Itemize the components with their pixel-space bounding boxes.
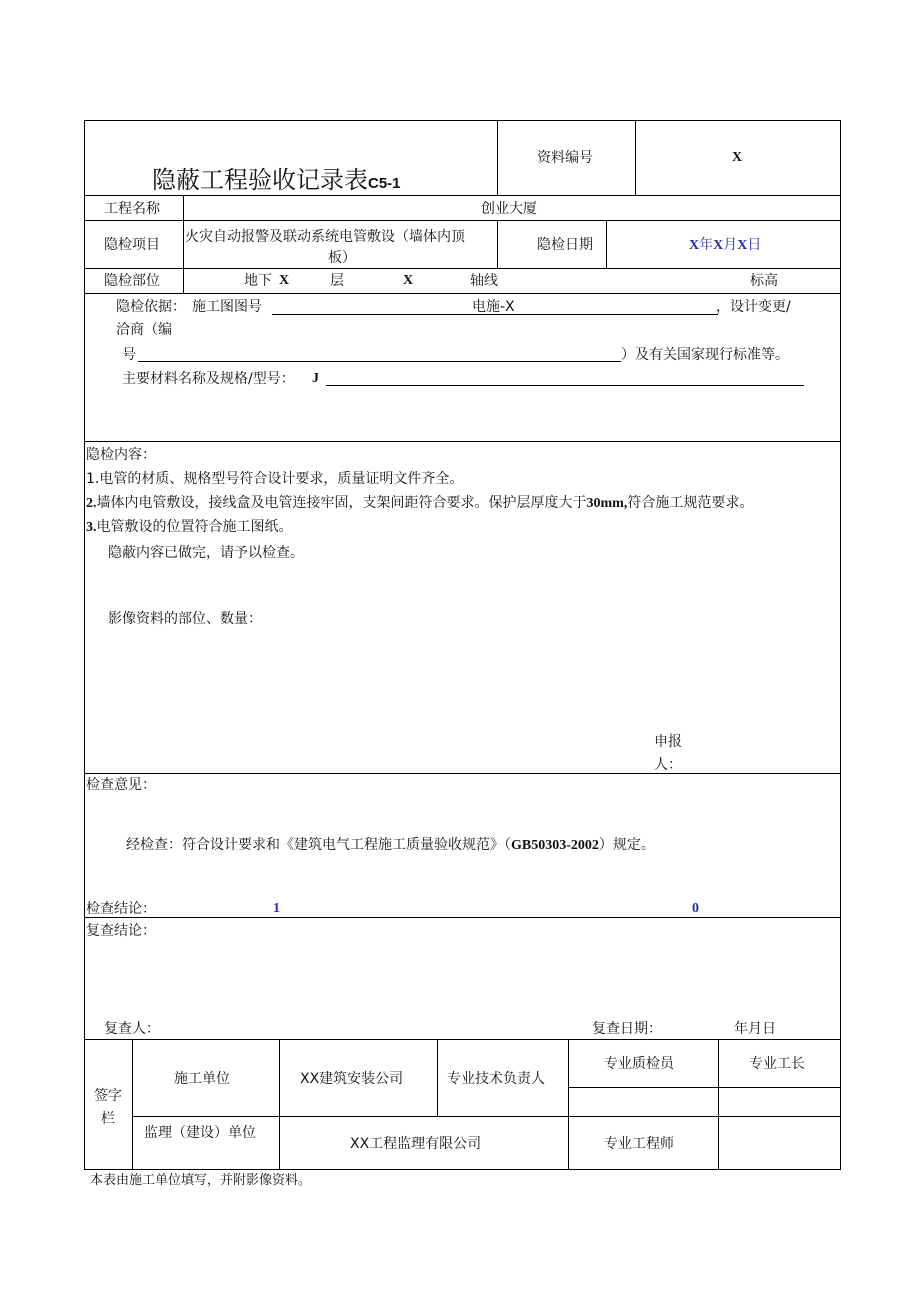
applicant-label-1: 申报 [654,734,682,750]
conclusion-label: 检查结论： [86,901,156,917]
divider [84,917,841,918]
content-item-2-end: 符合施工规范要求。 [627,495,754,511]
divider [606,220,607,268]
content-item-3 [86,518,293,537]
number-label: 号 [122,347,136,363]
materials-underline [326,385,804,386]
construction-unit-label: 施工单位 [174,1071,230,1087]
project-name-value: 创业大厦 [481,201,537,217]
divider [437,1039,438,1116]
engineer-label: 专业工程师 [604,1136,674,1152]
foreman-label: 专业工长 [749,1056,805,1072]
border-top [84,120,841,121]
divider [84,441,841,442]
opinion-prefix: 经检查：符合设计要求和《建筑电气工程施工质量验收规范》（ [126,837,511,853]
underground-value: X [279,273,290,288]
project-name-label: 工程名称 [104,201,160,217]
divider [84,293,841,294]
inspection-label: 检查意见： [86,777,156,793]
content-item-2-value: 30mm, [586,496,628,511]
content-label: 隐检内容： [86,447,156,463]
divider [497,120,498,195]
divider [84,268,841,269]
date-day-unit: 日 [747,237,762,253]
floor-label: 层 [330,273,344,289]
underground-label: 地下 [244,273,272,289]
divider [568,1087,841,1088]
divider [279,1039,280,1169]
form-code: C5-1 [368,175,401,192]
supervision-unit-label: 监理（建设）单位 [144,1125,256,1141]
elevation-label: 标高 [750,273,778,289]
drawing-value [472,298,515,316]
record-no-value: X [732,150,743,165]
date-day-value: X [737,238,748,253]
divider [183,195,184,293]
divider [84,773,841,774]
drawing-number: 电施-X [472,299,515,315]
item-label: 隐检项目 [104,237,160,253]
opinion-suffix: ）规定。 [598,837,655,853]
date-month-unit: 月 [723,237,738,253]
content-item-2 [86,494,753,513]
border-left [84,120,85,1170]
signature-section-label-2: 栏 [101,1111,115,1127]
content-item-2-text: 墙体内电管敷设，接线盒及电管连接牢固，支架间距符合要求。保护层厚度大于 [96,495,587,511]
form-title [152,165,401,199]
divider [497,220,498,268]
axis-label: 轴线 [470,273,498,289]
record-no-label: 资料编号 [537,150,593,166]
divider [568,1039,569,1169]
content-item-2-number: 2. [86,496,97,511]
content-item-3-text: 电管敷设的位置符合施工图纸。 [96,519,293,535]
number-underline [138,361,621,362]
drawing-label: 施工图图号 [192,299,262,315]
date-month-value: X [713,238,724,253]
recheck-date-label: 复查日期： [592,1021,662,1037]
date-year-unit: 年 [699,237,714,253]
recheck-label: 复查结论： [86,923,156,939]
images-label: 影像资料的部位、数量： [108,611,262,627]
inspection-opinion [126,836,655,855]
divider [132,1039,133,1169]
signature-section-label-1: 签字 [94,1088,122,1104]
item-value-line1: 火灾自动报警及联动系统电管敷设（墙体内顶 [185,229,465,245]
conclusion-value-1: 1 [273,901,280,916]
opinion-code: GB50303-2002 [511,838,599,853]
conclusion-value-2: 0 [692,901,699,916]
location-label: 隐检部位 [104,273,160,289]
divider [718,1039,719,1169]
applicant-label-2: 人： [654,757,682,773]
divider [84,1039,841,1040]
date-label: 隐检日期 [537,237,593,253]
recheck-date-value: 年月日 [734,1021,776,1037]
design-change-label: ，设计变更/ [716,299,791,315]
recheck-person-label: 复查人： [104,1021,160,1037]
tech-lead-label: 专业技术负责人 [447,1071,545,1087]
content-item-1: 1.电管的材质、规格型号符合设计要求，质量证明文件齐全。 [86,471,464,487]
negotiation-label: 洽商（编 [116,322,172,338]
quality-inspector-label: 专业质检员 [604,1056,674,1072]
materials-value: J [312,371,319,386]
footer-note: 本表由施工单位填写，并附影像资料。 [90,1173,312,1188]
standards-text: ）及有关国家现行标准等。 [621,347,789,363]
construction-unit-value: XX建筑安装公司 [300,1071,404,1087]
form-title-text: 隐蔽工程验收记录表 [152,166,368,194]
divider [132,1116,841,1117]
materials-label: 主要材料名称及规格/型号： [122,371,295,387]
content-done-text: 隐蔽内容已做完，请予以检查。 [108,545,304,561]
basis-label: 隐检依据： [116,299,186,315]
inspection-date [689,236,761,255]
border-bottom [84,1169,841,1170]
supervision-unit-value: XX工程监理有限公司 [350,1136,482,1152]
divider [84,220,841,221]
item-value-line2: 板） [328,250,356,266]
content-item-3-number: 3. [86,520,97,535]
divider [635,120,636,195]
floor-value: X [403,273,414,288]
border-right [840,120,841,1170]
date-year-value: X [689,238,700,253]
